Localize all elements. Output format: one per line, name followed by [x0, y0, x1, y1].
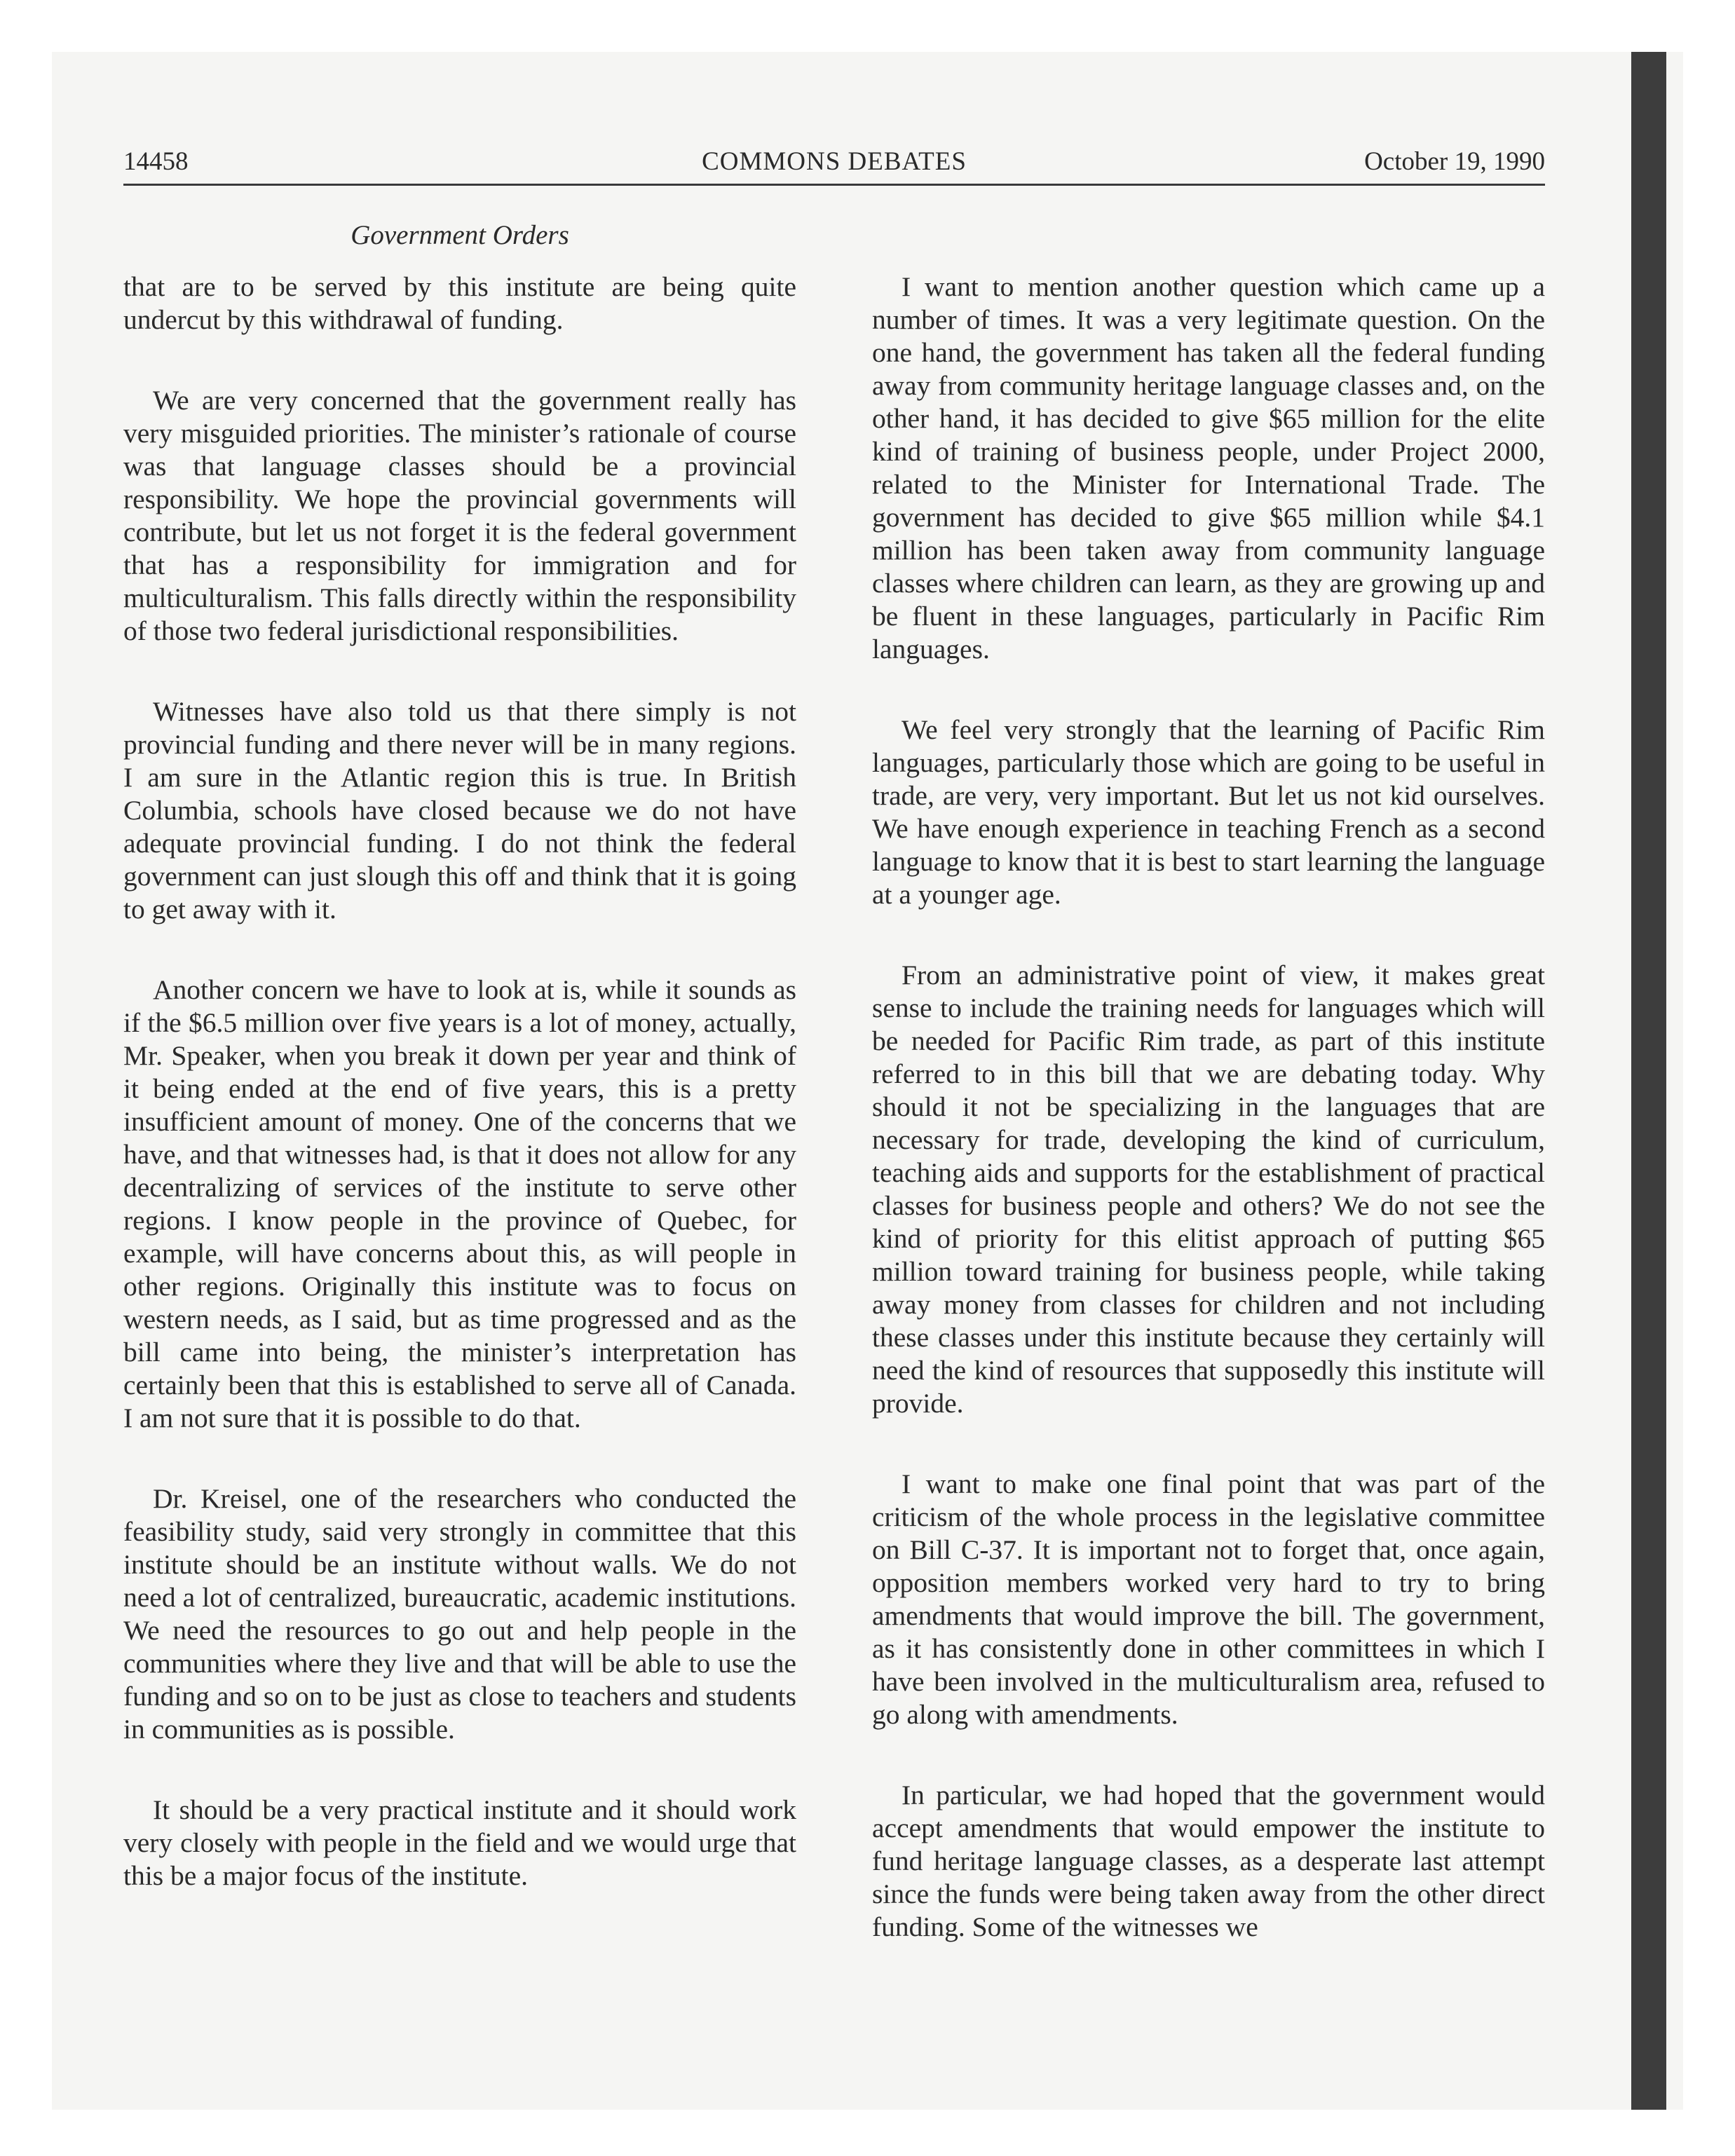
- header-rule: [123, 184, 1545, 186]
- document-page: [123, 0, 1545, 2156]
- paragraph: Another concern we have to look at is, while it sounds as if the $6.5 million over five years is a lot of money, actually, Mr. Speaker, when you break it down per year and think of it being ended at the end of five years, this is a pretty insufficient amount of money. One of the concerns that we have, and that witnesses had, is that it does not allow for any decentralizing of services of the institute to serve other regions. I know people in the province of Quebec, for example, will have concerns about this, as will people in other regions. Originally this institute was to focus on western needs, as I said, but as time progressed and as the bill came into being, the minister’s interpretation has certainly been that this is established to serve all of Canada. I am not sure that it is possible to do that.: [123, 974, 796, 1433]
- left-column: [123, 271, 796, 1892]
- issue-date: October 19, 1990: [1364, 147, 1545, 176]
- section-title: Government Orders: [351, 220, 569, 250]
- paragraph: Witnesses have also told us that there simply is not provincial funding and there never will be in many regions. I am sure in the Atlantic region this is true. In British Columbia, schools have closed because we do not have adequate provincial funding. I do not think the federal government can just slough this off and think that it is going to get away with it.: [123, 696, 796, 925]
- journal-title: COMMONS DEBATES: [702, 147, 967, 176]
- paragraph: We feel very strongly that the learning of Pacific Rim languages, particularly those which are going to be useful in trade, are very, very important. But let us not kid ourselves. We have enough experience in teaching French as a second language to know that it is best to start learning the language at a younger age.: [872, 714, 1545, 910]
- paragraph: Dr. Kreisel, one of the researchers who conducted the feasibility study, said very strongly in committee that this institute should be an institute without walls. We do not need a lot of centralized, bureaucratic, academic institutions. We need the resources to go out and help people in the communities where they live and that will be able to use the funding and so on to be just as close to teachers and students in communities as is possible.: [123, 1483, 796, 1745]
- paragraph: I want to mention another question which came up a number of times. It was a very legitimate question. On the one hand, the government has taken all the federal funding away from community heritage language classes and, on the other hand, it has decided to give $65 million for the elite kind of training of business people, under Project 2000, related to the Minister for International Trade. The government has decided to give $65 million while $4.1 million has been taken away from community language classes where children can learn, as they are growing up and be fluent in these languages, particularly in Pacific Rim languages.: [872, 271, 1545, 664]
- paragraph: that are to be served by this institute are being quite undercut by this withdrawal of funding.: [123, 271, 796, 335]
- right-column: [872, 271, 1545, 1944]
- paragraph: We are very concerned that the government really has very misguided priorities. The minister’s rationale of course was that language classes should be a provincial responsibility. We hope the provincial governments will contribute, but let us not forget it is the federal government that has a responsibility for immigration and for multiculturalism. This falls directly within the responsibility of those two federal jurisdictional responsibilities.: [123, 385, 796, 646]
- running-header: [123, 144, 1545, 179]
- paragraph: In particular, we had hoped that the government would accept amendments that would empower the institute to fund heritage language classes, as a desperate last attempt since the funds were being taken away from the other direct funding. Some of the witnesses we: [872, 1780, 1545, 1942]
- scan-edge-shadow: [1631, 52, 1666, 2110]
- paragraph: It should be a very practical institute and it should work very closely with people in the field and we would urge that this be a major focus of the institute.: [123, 1794, 796, 1891]
- paragraph: From an administrative point of view, it makes great sense to include the training needs for languages which will be needed for Pacific Rim trade, as part of this institute referred to in this bill that we are debating today. Why should it not be specializing in the languages that are necessary for trade, developing the kind of curriculum, teaching aids and supports for the establishment of practical classes for business people and others? We do not see the kind of priority for this elitist approach of putting $65 million toward training for business people, while taking away money from classes for children and not including these classes under this institute because they certainly will need the kind of resources that supposedly this institute will provide.: [872, 960, 1545, 1419]
- paragraph: I want to make one final point that was part of the criticism of the whole process in the legislative committee on Bill C-37. It is important not to forget that, once again, opposition members worked very hard to try to bring amendments that would improve the bill. The government, as it has consistently done in other committees in which I have been involved in the multiculturalism area, refused to go along with amendments.: [872, 1468, 1545, 1730]
- page-number: 14458: [123, 147, 189, 176]
